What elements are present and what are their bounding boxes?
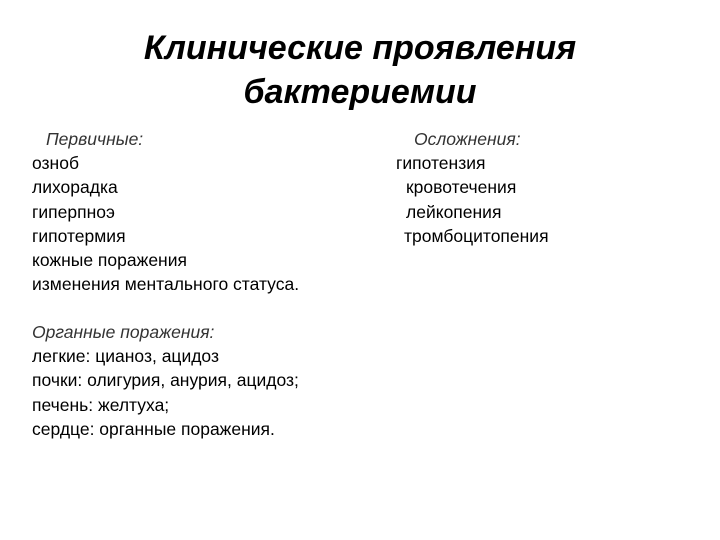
complications-item: лейкопения xyxy=(406,201,502,222)
primary-item: лихорадка xyxy=(32,177,118,198)
complications-item: гипотензия xyxy=(396,153,486,174)
organ-item: легкие: цианоз, ацидоз xyxy=(32,346,219,367)
organ-item: печень: желтуха; xyxy=(32,394,170,415)
organ-damage-block xyxy=(32,320,299,441)
complications-item: кровотечения xyxy=(406,177,517,198)
organ-heading: Органные поражения: xyxy=(32,322,215,342)
organ-item: почки: олигурия, анурия, ацидоз; xyxy=(32,370,299,391)
complications-item: тромбоцитопения xyxy=(404,225,549,246)
slide-title-line-2: бактериемии xyxy=(243,73,477,111)
organ-item: сердце: органные поражения. xyxy=(32,418,275,439)
slide-title-line-1: Клинические проявления xyxy=(143,29,577,67)
primary-item: озноб xyxy=(32,153,79,174)
complications-block xyxy=(396,127,549,248)
primary-item: кожные поражения xyxy=(32,250,187,271)
primary-item: гипотермия xyxy=(32,225,126,246)
complications-heading: Осложнения: xyxy=(414,129,521,149)
primary-heading: Первичные: xyxy=(46,129,144,149)
slide-title xyxy=(60,26,660,114)
primary-item: гиперпноэ xyxy=(32,201,115,222)
primary-manifestations-block xyxy=(32,127,299,296)
primary-item: изменения ментального статуса. xyxy=(32,274,300,295)
